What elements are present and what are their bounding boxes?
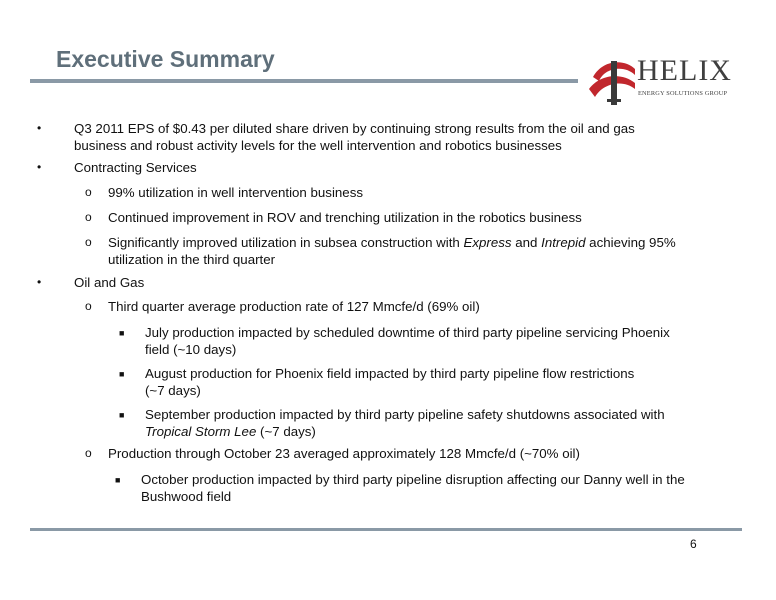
storm-name: Tropical Storm Lee [145, 424, 257, 439]
vessel-name: Express [463, 235, 512, 250]
sub-bullet-text: utilization in the third quarter [108, 252, 276, 267]
bullet-text: business and robust activity levels for the well intervention and robotics businesses [74, 138, 562, 153]
sub-bullet-text: and [511, 235, 542, 250]
square-bullet-icon: ■ [119, 410, 125, 420]
slide-title: Executive Summary [56, 46, 275, 72]
sub-bullet-marker: o [85, 185, 92, 199]
detail-bullet-text: October production impacted by third party pipeline disruption affecting our Danny well in the [141, 472, 685, 487]
sub-bullet-text: Significantly improved utilization in subsea construction with [108, 235, 464, 250]
detail-bullet-text: Bushwood field [141, 489, 232, 504]
sub-bullet-marker: o [85, 235, 92, 249]
page-number: 6 [690, 537, 697, 551]
detail-bullet-text: (~7 days) [145, 383, 201, 398]
sub-bullet-text: Production through October 23 averaged approximately 128 Mmcfe/d (~70% oil) [108, 446, 580, 461]
bullet-text: Q3 2011 EPS of $0.43 per diluted share driven by continuing strong results from the oil and gas [74, 121, 635, 136]
detail-bullet-text: August production for Phoenix field impacted by third party pipeline flow restrictions [145, 366, 635, 381]
sub-bullet-marker: o [85, 299, 92, 313]
sub-bullet-text: Third quarter average production rate of 127 Mmcfe/d (69% oil) [108, 299, 480, 314]
square-bullet-icon: ■ [119, 369, 125, 379]
footer-divider [30, 528, 742, 531]
logo-tagline: ENERGY SOLUTIONS GROUP [638, 90, 728, 97]
sub-bullet-text: achieving 95% [585, 235, 676, 250]
sub-bullet-text: 99% utilization in well intervention business [108, 185, 363, 200]
detail-bullet-text: September production impacted by third party pipeline safety shutdowns associated with [145, 407, 665, 422]
square-bullet-icon: ■ [115, 475, 121, 485]
detail-bullet-text: field (~10 days) [145, 342, 237, 357]
sub-bullet-marker: o [85, 446, 92, 460]
bullet-marker: • [37, 160, 42, 174]
bullet-marker: • [37, 275, 42, 289]
bullet-marker: • [37, 121, 42, 135]
sub-bullet-marker: o [85, 210, 92, 224]
square-bullet-icon: ■ [119, 328, 125, 338]
logo-wordmark: HELIX [637, 54, 732, 87]
sub-bullet-text: Continued improvement in ROV and trenching utilization in the robotics business [108, 210, 582, 225]
bullet-text: Oil and Gas [74, 275, 145, 290]
detail-bullet-text: (~7 days) [256, 424, 316, 439]
vessel-name: Intrepid [541, 235, 586, 250]
bullet-text: Contracting Services [74, 160, 197, 175]
detail-bullet-text: July production impacted by scheduled downtime of third party pipeline servicing Phoenix [145, 325, 670, 340]
